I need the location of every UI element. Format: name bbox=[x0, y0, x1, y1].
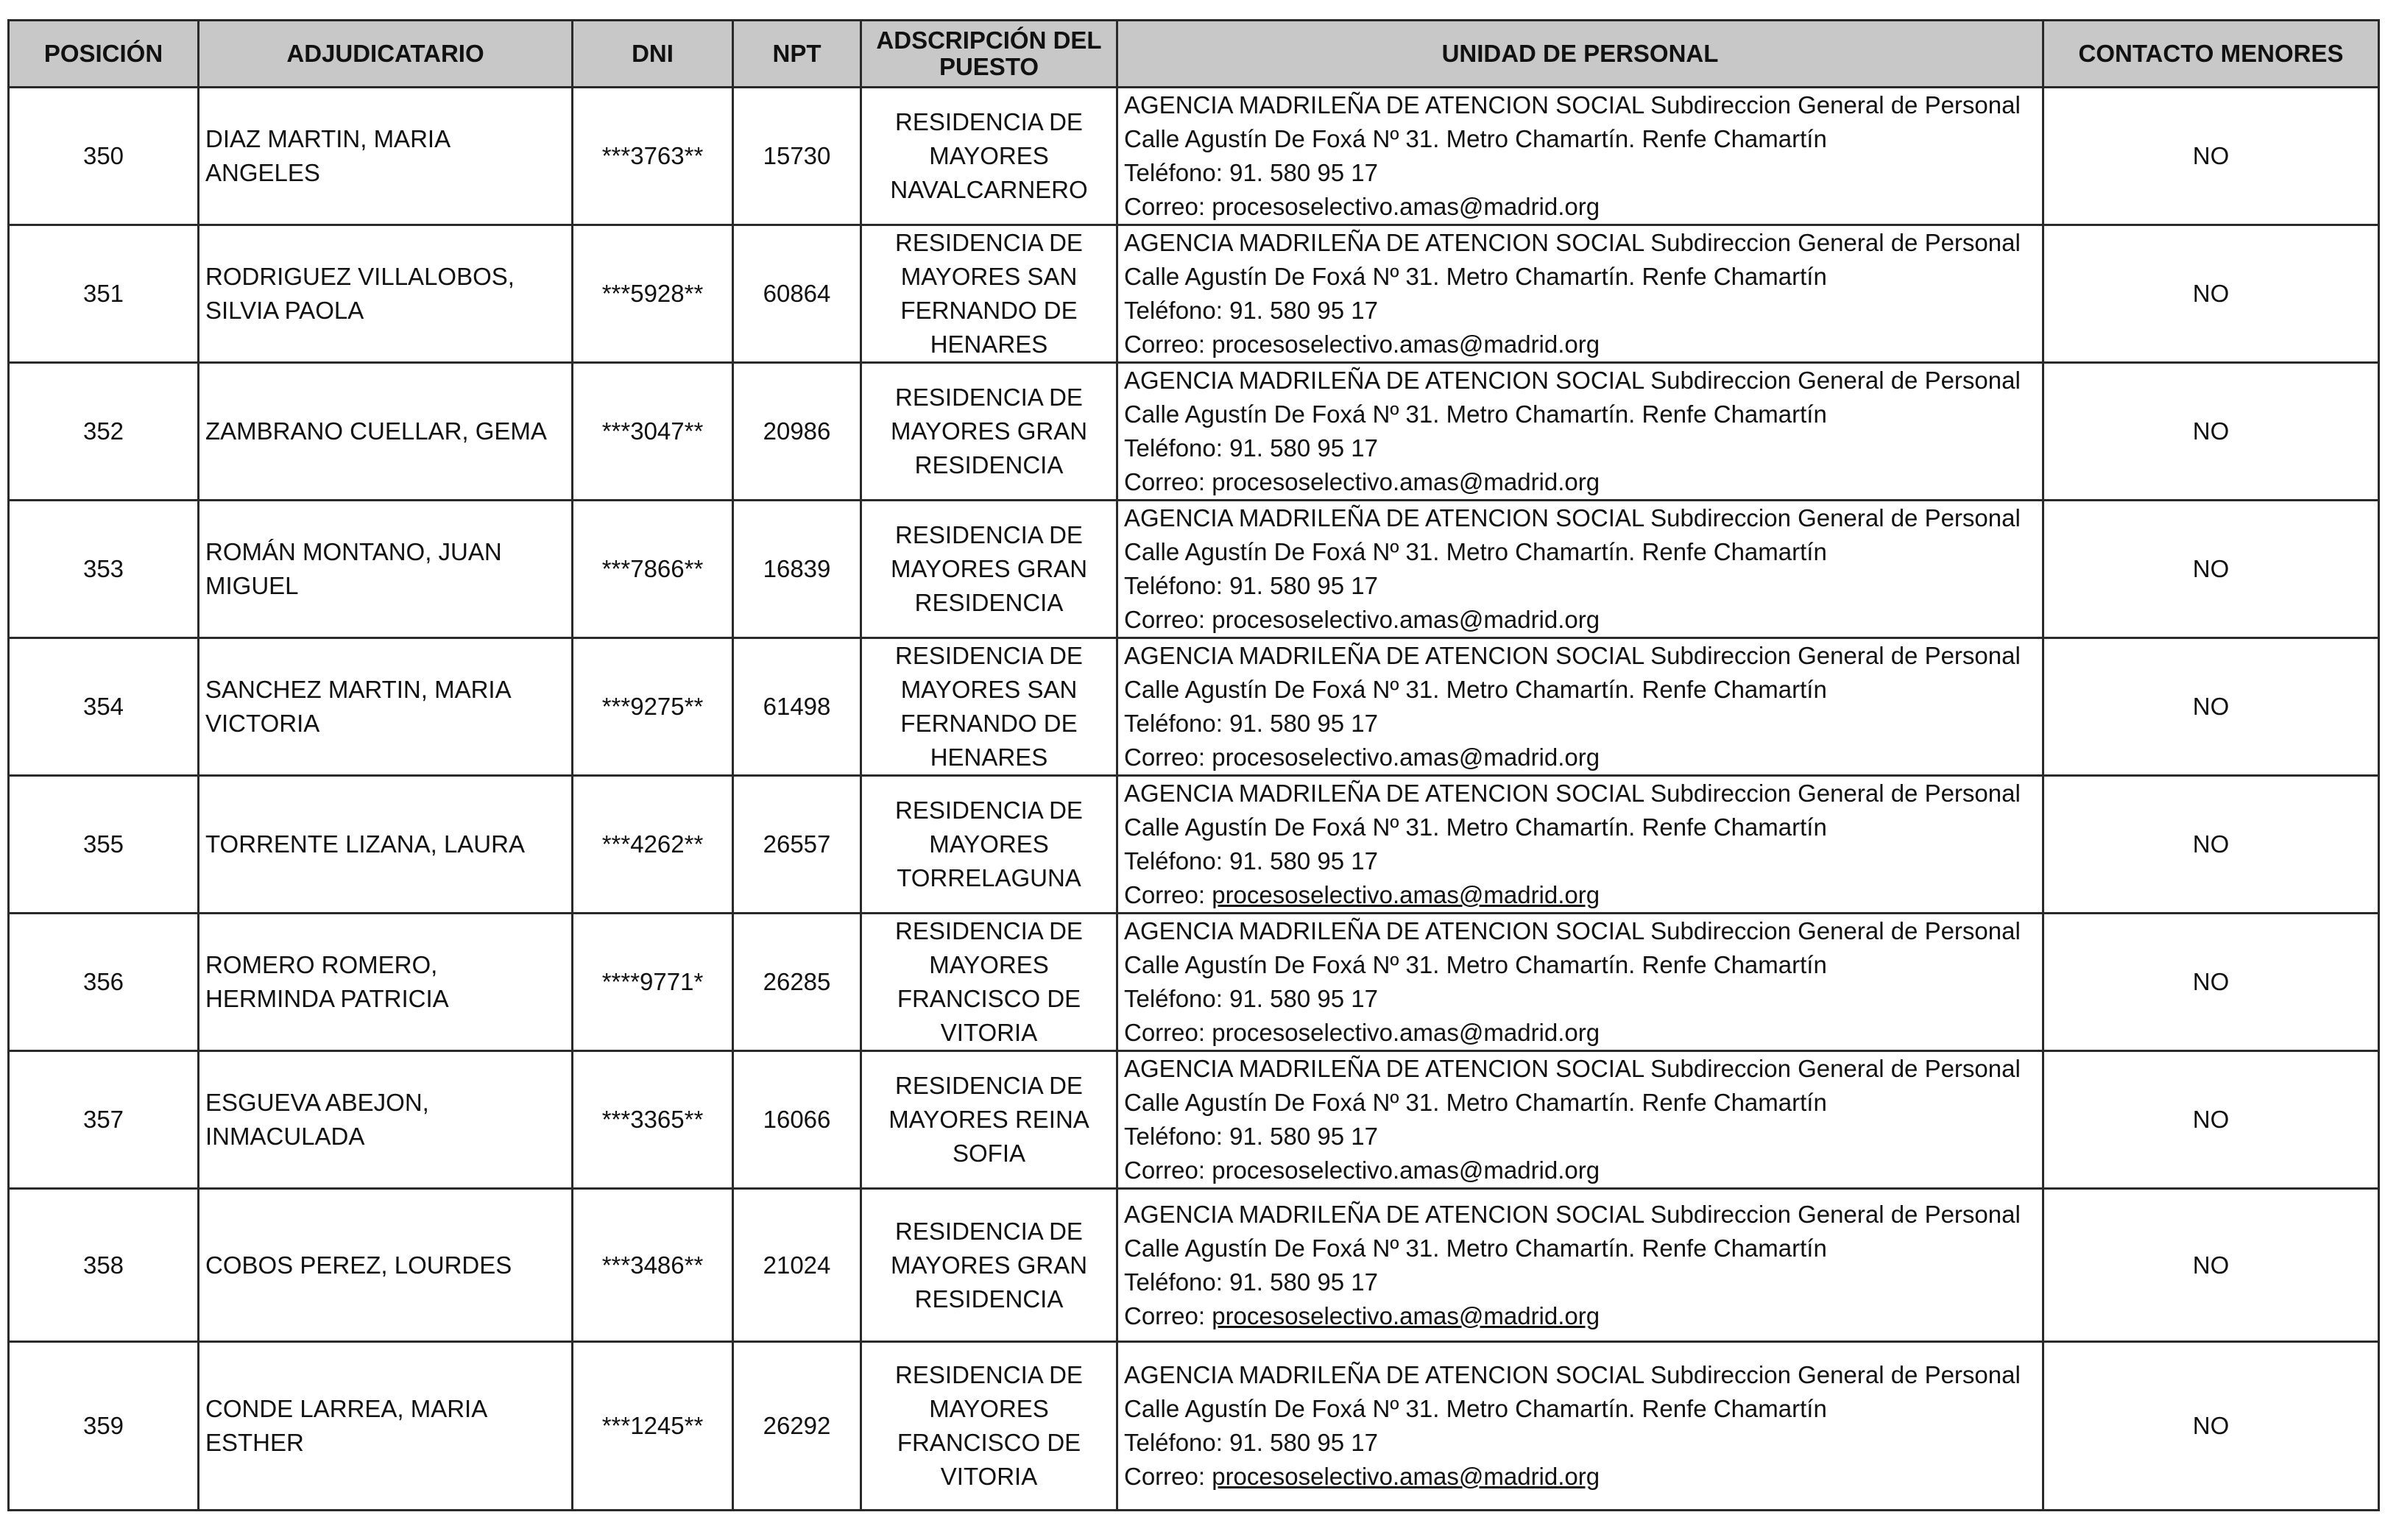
cell-adscripcion: RESIDENCIA DE MAYORES TORRELAGUNA bbox=[861, 776, 1117, 914]
unit-agency: AGENCIA MADRILEÑA DE ATENCION SOCIAL Subdireccion General de Personal bbox=[1124, 917, 2021, 944]
email-link[interactable]: procesoselectivo.amas@madrid.org bbox=[1212, 468, 1600, 495]
unit-agency: AGENCIA MADRILEÑA DE ATENCION SOCIAL Subdireccion General de Personal bbox=[1124, 642, 2021, 669]
unit-phone: Teléfono: 91. 580 95 17 bbox=[1124, 434, 1378, 462]
email-label: Correo: bbox=[1124, 606, 1212, 633]
unit-phone: Teléfono: 91. 580 95 17 bbox=[1124, 297, 1378, 324]
cell-posicion: 353 bbox=[9, 501, 199, 638]
table-row bbox=[9, 225, 2379, 363]
cell-adscripcion: RESIDENCIA DE MAYORES GRAN RESIDENCIA bbox=[861, 501, 1117, 638]
cell-contacto: NO bbox=[2043, 363, 2379, 501]
cell-posicion: 356 bbox=[9, 914, 199, 1051]
cell-unidad bbox=[1117, 638, 2043, 776]
assignments-table bbox=[7, 19, 2380, 1511]
unit-phone: Teléfono: 91. 580 95 17 bbox=[1124, 985, 1378, 1012]
email-link[interactable]: procesoselectivo.amas@madrid.org bbox=[1212, 1301, 1600, 1329]
unit-phone: Teléfono: 91. 580 95 17 bbox=[1124, 847, 1378, 875]
email-link[interactable]: procesoselectivo.amas@madrid.org bbox=[1212, 1156, 1600, 1184]
cell-posicion: 352 bbox=[9, 363, 199, 501]
unit-address: Calle Agustín De Foxá Nº 31. Metro Chamartín. Renfe Chamartín bbox=[1124, 1395, 1827, 1422]
unit-phone: Teléfono: 91. 580 95 17 bbox=[1124, 1123, 1378, 1150]
cell-npt: 26292 bbox=[733, 1342, 861, 1511]
email-label: Correo: bbox=[1124, 1301, 1212, 1329]
cell-dni: ***5928** bbox=[573, 225, 733, 363]
cell-contacto: NO bbox=[2043, 914, 2379, 1051]
unit-email-line bbox=[1124, 878, 2036, 912]
table-row bbox=[9, 88, 2379, 225]
cell-adjudicatario: ROMERO ROMERO, HERMINDA PATRICIA bbox=[199, 914, 573, 1051]
header-row bbox=[9, 21, 2379, 88]
cell-dni: ***1245** bbox=[573, 1342, 733, 1511]
cell-posicion: 350 bbox=[9, 88, 199, 225]
unit-phone: Teléfono: 91. 580 95 17 bbox=[1124, 159, 1378, 186]
cell-dni: ***3486** bbox=[573, 1189, 733, 1342]
unit-address: Calle Agustín De Foxá Nº 31. Metro Chamartín. Renfe Chamartín bbox=[1124, 1234, 1827, 1262]
cell-npt: 60864 bbox=[733, 225, 861, 363]
table-row bbox=[9, 363, 2379, 501]
cell-npt: 16839 bbox=[733, 501, 861, 638]
unit-agency: AGENCIA MADRILEÑA DE ATENCION SOCIAL Subdireccion General de Personal bbox=[1124, 91, 2021, 119]
email-label: Correo: bbox=[1124, 1019, 1212, 1046]
unit-agency: AGENCIA MADRILEÑA DE ATENCION SOCIAL Subdireccion General de Personal bbox=[1124, 367, 2021, 394]
cell-contacto: NO bbox=[2043, 638, 2379, 776]
unit-email-line bbox=[1124, 1016, 2036, 1050]
cell-posicion: 351 bbox=[9, 225, 199, 363]
cell-dni: ***3763** bbox=[573, 88, 733, 225]
unit-agency: AGENCIA MADRILEÑA DE ATENCION SOCIAL Subdireccion General de Personal bbox=[1124, 780, 2021, 807]
cell-dni: ***3047** bbox=[573, 363, 733, 501]
cell-contacto: NO bbox=[2043, 1189, 2379, 1342]
cell-npt: 21024 bbox=[733, 1189, 861, 1342]
email-label: Correo: bbox=[1124, 468, 1212, 495]
cell-adscripcion: RESIDENCIA DE MAYORES GRAN RESIDENCIA bbox=[861, 1189, 1117, 1342]
cell-dni: ***9275** bbox=[573, 638, 733, 776]
cell-posicion: 358 bbox=[9, 1189, 199, 1342]
unit-address: Calle Agustín De Foxá Nº 31. Metro Chamartín. Renfe Chamartín bbox=[1124, 538, 1827, 565]
email-label: Correo: bbox=[1124, 193, 1212, 220]
email-link[interactable]: procesoselectivo.amas@madrid.org bbox=[1212, 331, 1600, 358]
unit-email-line bbox=[1124, 328, 2036, 361]
unit-address: Calle Agustín De Foxá Nº 31. Metro Chamartín. Renfe Chamartín bbox=[1124, 263, 1827, 290]
cell-adjudicatario: ESGUEVA ABEJON, INMACULADA bbox=[199, 1051, 573, 1189]
unit-address: Calle Agustín De Foxá Nº 31. Metro Chamartín. Renfe Chamartín bbox=[1124, 951, 1827, 978]
header-unidad: UNIDAD DE PERSONAL bbox=[1117, 21, 2043, 88]
email-link[interactable]: procesoselectivo.amas@madrid.org bbox=[1212, 1463, 1600, 1490]
cell-unidad bbox=[1117, 225, 2043, 363]
cell-contacto: NO bbox=[2043, 88, 2379, 225]
header-adjudicatario: ADJUDICATARIO bbox=[199, 21, 573, 88]
table-row bbox=[9, 1051, 2379, 1189]
unit-email-line bbox=[1124, 1460, 2036, 1494]
cell-adscripcion: RESIDENCIA DE MAYORES FRANCISCO DE VITORIA bbox=[861, 914, 1117, 1051]
email-link[interactable]: procesoselectivo.amas@madrid.org bbox=[1212, 743, 1600, 771]
cell-adjudicatario: RODRIGUEZ VILLALOBOS, SILVIA PAOLA bbox=[199, 225, 573, 363]
unit-address: Calle Agustín De Foxá Nº 31. Metro Chamartín. Renfe Chamartín bbox=[1124, 400, 1827, 428]
email-link[interactable]: procesoselectivo.amas@madrid.org bbox=[1212, 881, 1600, 908]
email-link[interactable]: procesoselectivo.amas@madrid.org bbox=[1212, 606, 1600, 633]
unit-phone: Teléfono: 91. 580 95 17 bbox=[1124, 572, 1378, 599]
unit-address: Calle Agustín De Foxá Nº 31. Metro Chamartín. Renfe Chamartín bbox=[1124, 813, 1827, 841]
header-npt: NPT bbox=[733, 21, 861, 88]
cell-adjudicatario: CONDE LARREA, MARIA ESTHER bbox=[199, 1342, 573, 1511]
unit-email-line bbox=[1124, 465, 2036, 499]
email-label: Correo: bbox=[1124, 1156, 1212, 1184]
unit-agency: AGENCIA MADRILEÑA DE ATENCION SOCIAL Subdireccion General de Personal bbox=[1124, 504, 2021, 531]
unit-address: Calle Agustín De Foxá Nº 31. Metro Chamartín. Renfe Chamartín bbox=[1124, 676, 1827, 703]
document-page bbox=[7, 19, 2378, 1511]
unit-phone: Teléfono: 91. 580 95 17 bbox=[1124, 710, 1378, 737]
cell-unidad bbox=[1117, 88, 2043, 225]
cell-unidad bbox=[1117, 1051, 2043, 1189]
cell-adjudicatario: ROMÁN MONTANO, JUAN MIGUEL bbox=[199, 501, 573, 638]
cell-npt: 15730 bbox=[733, 88, 861, 225]
unit-email-line bbox=[1124, 741, 2036, 774]
cell-npt: 26285 bbox=[733, 914, 861, 1051]
cell-posicion: 359 bbox=[9, 1342, 199, 1511]
unit-address: Calle Agustín De Foxá Nº 31. Metro Chamartín. Renfe Chamartín bbox=[1124, 1089, 1827, 1116]
unit-email-line bbox=[1124, 190, 2036, 224]
cell-dni: ***4262** bbox=[573, 776, 733, 914]
cell-contacto: NO bbox=[2043, 1051, 2379, 1189]
unit-phone: Teléfono: 91. 580 95 17 bbox=[1124, 1429, 1378, 1456]
email-label: Correo: bbox=[1124, 331, 1212, 358]
cell-contacto: NO bbox=[2043, 1342, 2379, 1511]
email-label: Correo: bbox=[1124, 881, 1212, 908]
cell-adjudicatario: SANCHEZ MARTIN, MARIA VICTORIA bbox=[199, 638, 573, 776]
email-label: Correo: bbox=[1124, 743, 1212, 771]
cell-unidad bbox=[1117, 914, 2043, 1051]
cell-adscripcion: RESIDENCIA DE MAYORES NAVALCARNERO bbox=[861, 88, 1117, 225]
cell-contacto: NO bbox=[2043, 776, 2379, 914]
unit-email-line bbox=[1124, 603, 2036, 637]
cell-dni: ***7866** bbox=[573, 501, 733, 638]
cell-unidad bbox=[1117, 363, 2043, 501]
table-row bbox=[9, 1189, 2379, 1342]
unit-agency: AGENCIA MADRILEÑA DE ATENCION SOCIAL Subdireccion General de Personal bbox=[1124, 1361, 2021, 1388]
cell-dni: ***3365** bbox=[573, 1051, 733, 1189]
cell-adscripcion: RESIDENCIA DE MAYORES SAN FERNANDO DE HENARES bbox=[861, 225, 1117, 363]
header-dni: DNI bbox=[573, 21, 733, 88]
header-posicion: POSICIÓN bbox=[9, 21, 199, 88]
email-label: Correo: bbox=[1124, 1463, 1212, 1490]
email-link[interactable]: procesoselectivo.amas@madrid.org bbox=[1212, 193, 1600, 220]
unit-address: Calle Agustín De Foxá Nº 31. Metro Chamartín. Renfe Chamartín bbox=[1124, 125, 1827, 152]
unit-email-line bbox=[1124, 1299, 2036, 1333]
unit-agency: AGENCIA MADRILEÑA DE ATENCION SOCIAL Subdireccion General de Personal bbox=[1124, 1055, 2021, 1082]
cell-unidad bbox=[1117, 1189, 2043, 1342]
unit-email-line bbox=[1124, 1154, 2036, 1187]
cell-adscripcion: RESIDENCIA DE MAYORES REINA SOFIA bbox=[861, 1051, 1117, 1189]
cell-contacto: NO bbox=[2043, 225, 2379, 363]
cell-npt: 20986 bbox=[733, 363, 861, 501]
table-row bbox=[9, 1342, 2379, 1511]
cell-adscripcion: RESIDENCIA DE MAYORES GRAN RESIDENCIA bbox=[861, 363, 1117, 501]
unit-agency: AGENCIA MADRILEÑA DE ATENCION SOCIAL Subdireccion General de Personal bbox=[1124, 1200, 2021, 1228]
table-row bbox=[9, 638, 2379, 776]
cell-posicion: 354 bbox=[9, 638, 199, 776]
cell-contacto: NO bbox=[2043, 501, 2379, 638]
cell-npt: 16066 bbox=[733, 1051, 861, 1189]
cell-posicion: 355 bbox=[9, 776, 199, 914]
cell-npt: 26557 bbox=[733, 776, 861, 914]
cell-unidad bbox=[1117, 501, 2043, 638]
cell-adscripcion: RESIDENCIA DE MAYORES FRANCISCO DE VITORIA bbox=[861, 1342, 1117, 1511]
unit-agency: AGENCIA MADRILEÑA DE ATENCION SOCIAL Subdireccion General de Personal bbox=[1124, 229, 2021, 256]
table-row bbox=[9, 776, 2379, 914]
cell-adscripcion: RESIDENCIA DE MAYORES SAN FERNANDO DE HENARES bbox=[861, 638, 1117, 776]
cell-adjudicatario: COBOS PEREZ, LOURDES bbox=[199, 1189, 573, 1342]
header-contacto: CONTACTO MENORES bbox=[2043, 21, 2379, 88]
cell-adjudicatario: ZAMBRANO CUELLAR, GEMA bbox=[199, 363, 573, 501]
email-link[interactable]: procesoselectivo.amas@madrid.org bbox=[1212, 1019, 1600, 1046]
cell-posicion: 357 bbox=[9, 1051, 199, 1189]
cell-dni: ****9771* bbox=[573, 914, 733, 1051]
table-row bbox=[9, 914, 2379, 1051]
header-adscripcion: ADSCRIPCIÓN DEL PUESTO bbox=[861, 21, 1117, 88]
unit-phone: Teléfono: 91. 580 95 17 bbox=[1124, 1268, 1378, 1296]
cell-unidad bbox=[1117, 1342, 2043, 1511]
cell-adjudicatario: TORRENTE LIZANA, LAURA bbox=[199, 776, 573, 914]
table-row bbox=[9, 501, 2379, 638]
cell-adjudicatario: DIAZ MARTIN, MARIA ANGELES bbox=[199, 88, 573, 225]
cell-npt: 61498 bbox=[733, 638, 861, 776]
cell-unidad bbox=[1117, 776, 2043, 914]
